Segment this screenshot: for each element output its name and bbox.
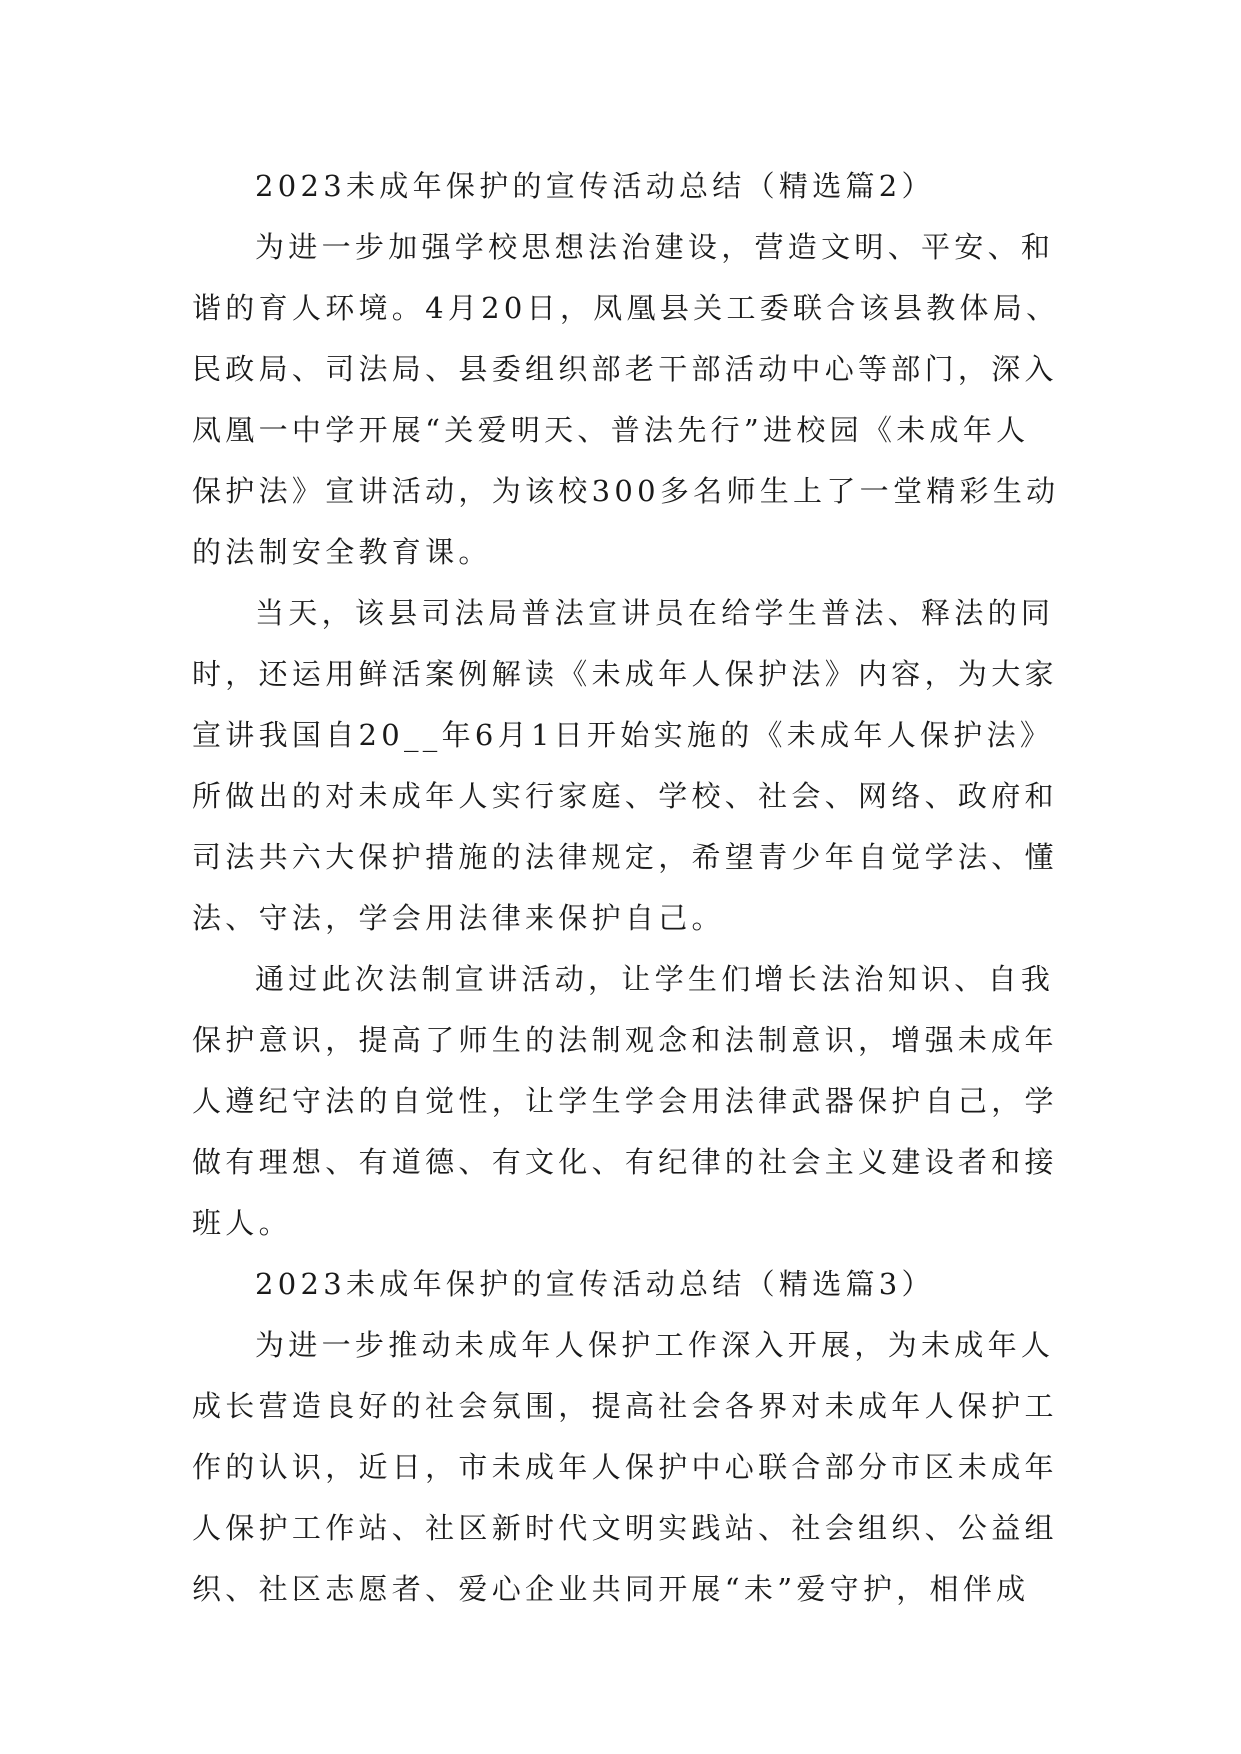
section-heading-3: 2023未成年保护的宣传活动总结（精选篇3） — [255, 1267, 935, 1301]
paragraph-line: 做有理想、有道德、有文化、有纪律的社会主义建设者和接 — [192, 1145, 1058, 1179]
paragraph-line: 司法共六大保护措施的法律规定，希望青少年自觉学法、懂 — [192, 840, 1058, 874]
section-heading-2: 2023未成年保护的宣传活动总结（精选篇2） — [255, 169, 935, 203]
paragraph-line: 时，还运用鲜活案例解读《未成年人保护法》内容，为大家 — [192, 657, 1058, 691]
paragraph-line: 织、社区志愿者、爱心企业共同开展“未”爱守护，相伴成 — [192, 1572, 1030, 1606]
paragraph-line: 人保护工作站、社区新时代文明实践站、社会组织、公益组 — [192, 1511, 1058, 1545]
paragraph-line: 班人。 — [192, 1206, 292, 1240]
paragraph-line: 宣讲我国自20__年6月1日开始实施的《未成年人保护法》 — [192, 718, 1054, 752]
paragraph-line: 保护意识，提高了师生的法制观念和法制意识，增强未成年 — [192, 1023, 1058, 1057]
paragraph-line: 为进一步加强学校思想法治建设，营造文明、平安、和 — [255, 230, 1055, 264]
paragraph-line: 谐的育人环境。4月20日，凤凰县关工委联合该县教体局、 — [192, 291, 1060, 325]
paragraph-line: 通过此次法制宣讲活动，让学生们增长法治知识、自我 — [255, 962, 1055, 996]
paragraph-line: 法、守法，学会用法律来保护自己。 — [192, 901, 725, 935]
paragraph-line: 作的认识，近日，市未成年人保护中心联合部分市区未成年 — [192, 1450, 1058, 1484]
paragraph-line: 人遵纪守法的自觉性，让学生学会用法律武器保护自己，学 — [192, 1084, 1058, 1118]
paragraph-line: 凤凰一中学开展“关爱明天、普法先行”进校园《未成年人 — [192, 413, 1030, 447]
document-body — [192, 156, 1060, 1620]
paragraph-line: 当天，该县司法局普法宣讲员在给学生普法、释法的同 — [255, 596, 1055, 630]
paragraph-line: 所做出的对未成年人实行家庭、学校、社会、网络、政府和 — [192, 779, 1058, 813]
paragraph-line: 保护法》宣讲活动，为该校300多名师生上了一堂精彩生动 — [192, 474, 1060, 508]
paragraph-line: 民政局、司法局、县委组织部老干部活动中心等部门，深入 — [192, 352, 1058, 386]
paragraph-line: 成长营造良好的社会氛围，提高社会各界对未成年人保护工 — [192, 1389, 1058, 1423]
paragraph-line: 的法制安全教育课。 — [192, 535, 492, 569]
paragraph-line: 为进一步推动未成年人保护工作深入开展，为未成年人 — [255, 1328, 1055, 1362]
